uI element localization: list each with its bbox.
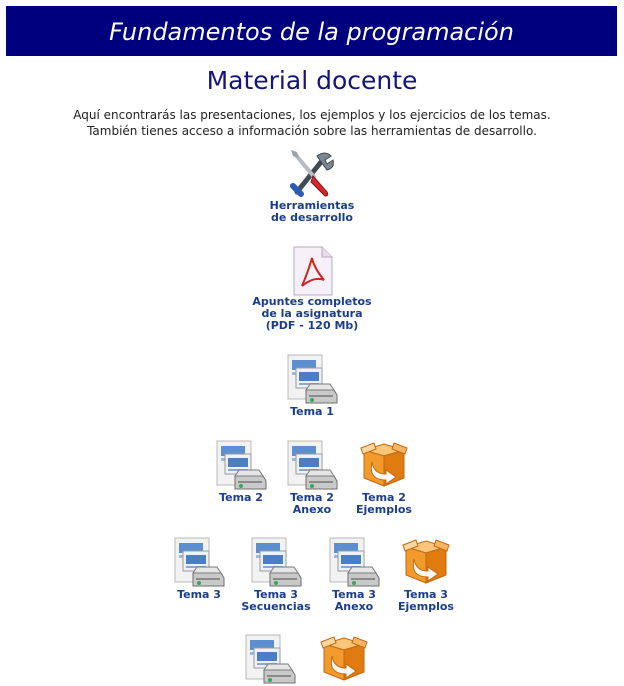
presentation-icon — [328, 537, 380, 589]
pdf-icon — [290, 246, 334, 296]
course-title-banner: Fundamentos de la programación — [6, 6, 617, 56]
presentation-icon — [286, 440, 338, 492]
tema3-presentation-link[interactable] — [159, 537, 239, 601]
full-notes-label: Apuntes completos — [252, 295, 372, 308]
presentation-icon — [286, 354, 338, 406]
tema2-examples-label: Tema 2 — [362, 491, 406, 504]
tema1-label: Tema 1 — [290, 405, 334, 418]
tema2-examples-label: Ejemplos — [356, 503, 412, 516]
examples-box-icon — [400, 537, 452, 589]
page-title: Material docente — [206, 66, 418, 95]
tools-icon — [287, 148, 337, 200]
dev-tools-label: de desarrollo — [271, 211, 353, 224]
tema3-sequences-label: Secuencias — [241, 600, 311, 613]
examples-box-icon — [358, 440, 410, 492]
intro-line: También tienes acceso a información sobre las herramientas de desarrollo. — [87, 124, 537, 138]
tema3-sequences-link[interactable] — [234, 537, 318, 613]
tema3-annex-label: Tema 3 — [332, 588, 376, 601]
tema2-annex-label: Tema 2 — [290, 491, 334, 504]
tema3-sequences-label: Tema 3 — [254, 588, 298, 601]
tema2-label: Tema 2 — [219, 491, 263, 504]
intro-line: Aquí encontrarás las presentaciones, los ejemplos y los ejercicios de los temas. — [73, 108, 551, 122]
tema2-annex-link[interactable] — [272, 440, 352, 516]
dev-tools-link[interactable] — [252, 148, 372, 224]
tema3-examples-label: Tema 3 — [404, 588, 448, 601]
tema2-presentation-link[interactable] — [201, 440, 281, 504]
full-notes-label: de la asignatura — [261, 307, 363, 320]
tema1-presentation-link[interactable] — [272, 354, 352, 418]
tema2-examples-link[interactable] — [343, 440, 425, 516]
dev-tools-label: Herramientas — [269, 199, 355, 212]
presentation-icon — [250, 537, 302, 589]
presentation-icon — [173, 537, 225, 589]
tema3-examples-label: Ejemplos — [398, 600, 454, 613]
tema2-annex-label: Anexo — [292, 503, 332, 516]
presentation-icon — [244, 634, 296, 686]
next-row-examples[interactable] — [318, 634, 370, 686]
examples-box-icon — [318, 634, 370, 686]
tema3-label: Tema 3 — [177, 588, 221, 601]
tema3-annex-link[interactable] — [314, 537, 394, 613]
full-notes-label: (PDF - 120 Mb) — [265, 319, 359, 332]
full-notes-pdf-link[interactable] — [242, 246, 382, 332]
intro-text — [0, 107, 624, 139]
tema3-annex-label: Anexo — [334, 600, 374, 613]
tema3-examples-link[interactable] — [385, 537, 467, 613]
next-row-presentation[interactable] — [244, 634, 296, 686]
presentation-icon — [215, 440, 267, 492]
